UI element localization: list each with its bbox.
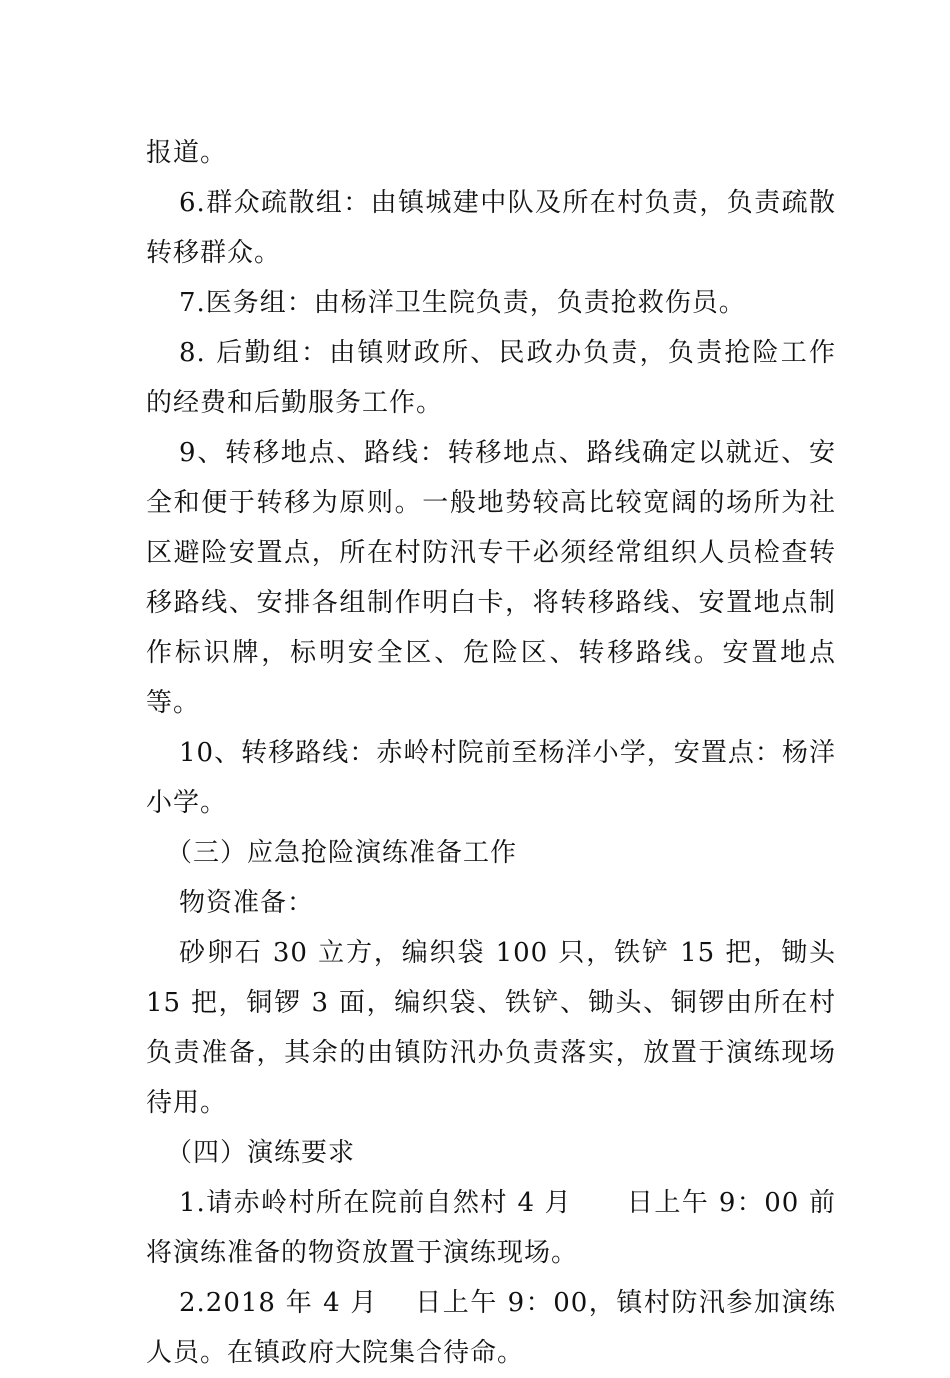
section-heading-requirements: （四）演练要求 [166, 1138, 356, 1168]
paragraph-transfer-route: 10、转移路线：赤岭村院前至杨洋小学，安置点：杨洋小学。 [146, 738, 836, 818]
paragraph-requirement-1: 1.请赤岭村所在院前自然村 4 月 日上午 9：00 前将演练准备的物资放置于演练现场。 [146, 1188, 836, 1268]
paragraph-materials-label: 物资准备： [179, 888, 315, 918]
paragraph-evacuation-group: 6.群众疏散组：由镇城建中队及所在村负责，负责疏散转移群众。 [146, 188, 836, 268]
section-heading-preparation: （三）应急抢险演练准备工作 [166, 838, 518, 868]
paragraph-requirement-2: 2.2018 年 4 月 日上午 9：00，镇村防汛参加演练人员。在镇政府大院集合待命。 [146, 1288, 836, 1368]
paragraph-materials-list: 砂卵石 30 立方，编织袋 100 只，铁铲 15 把，锄头 15 把，铜锣 3 面，编织袋、铁铲、锄头、铜锣由所在村负责准备，其余的由镇防汛办负责落实，放置于演练现场待用。 [146, 938, 836, 1118]
paragraph-logistics-group: 8. 后勤组：由镇财政所、民政办负责，负责抢险工作的经费和后勤服务工作。 [146, 338, 836, 418]
document-body [146, 128, 836, 1378]
paragraph-transfer-sites: 9、转移地点、路线：转移地点、路线确定以就近、安全和便于转移为原则。一般地势较高比较宽阔的场所为社区避险安置点，所在村防汛专干必须经常组织人员检查转移路线、安排各组制作明白卡，将转移路线、安置地点制作标识牌，标明安全区、危险区、转移路线。安置地点等。 [146, 438, 836, 718]
paragraph-medical-group: 7.医务组：由杨洋卫生院负责，负责抢救伤员。 [179, 288, 746, 318]
paragraph-continuation: 报道。 [146, 138, 228, 168]
